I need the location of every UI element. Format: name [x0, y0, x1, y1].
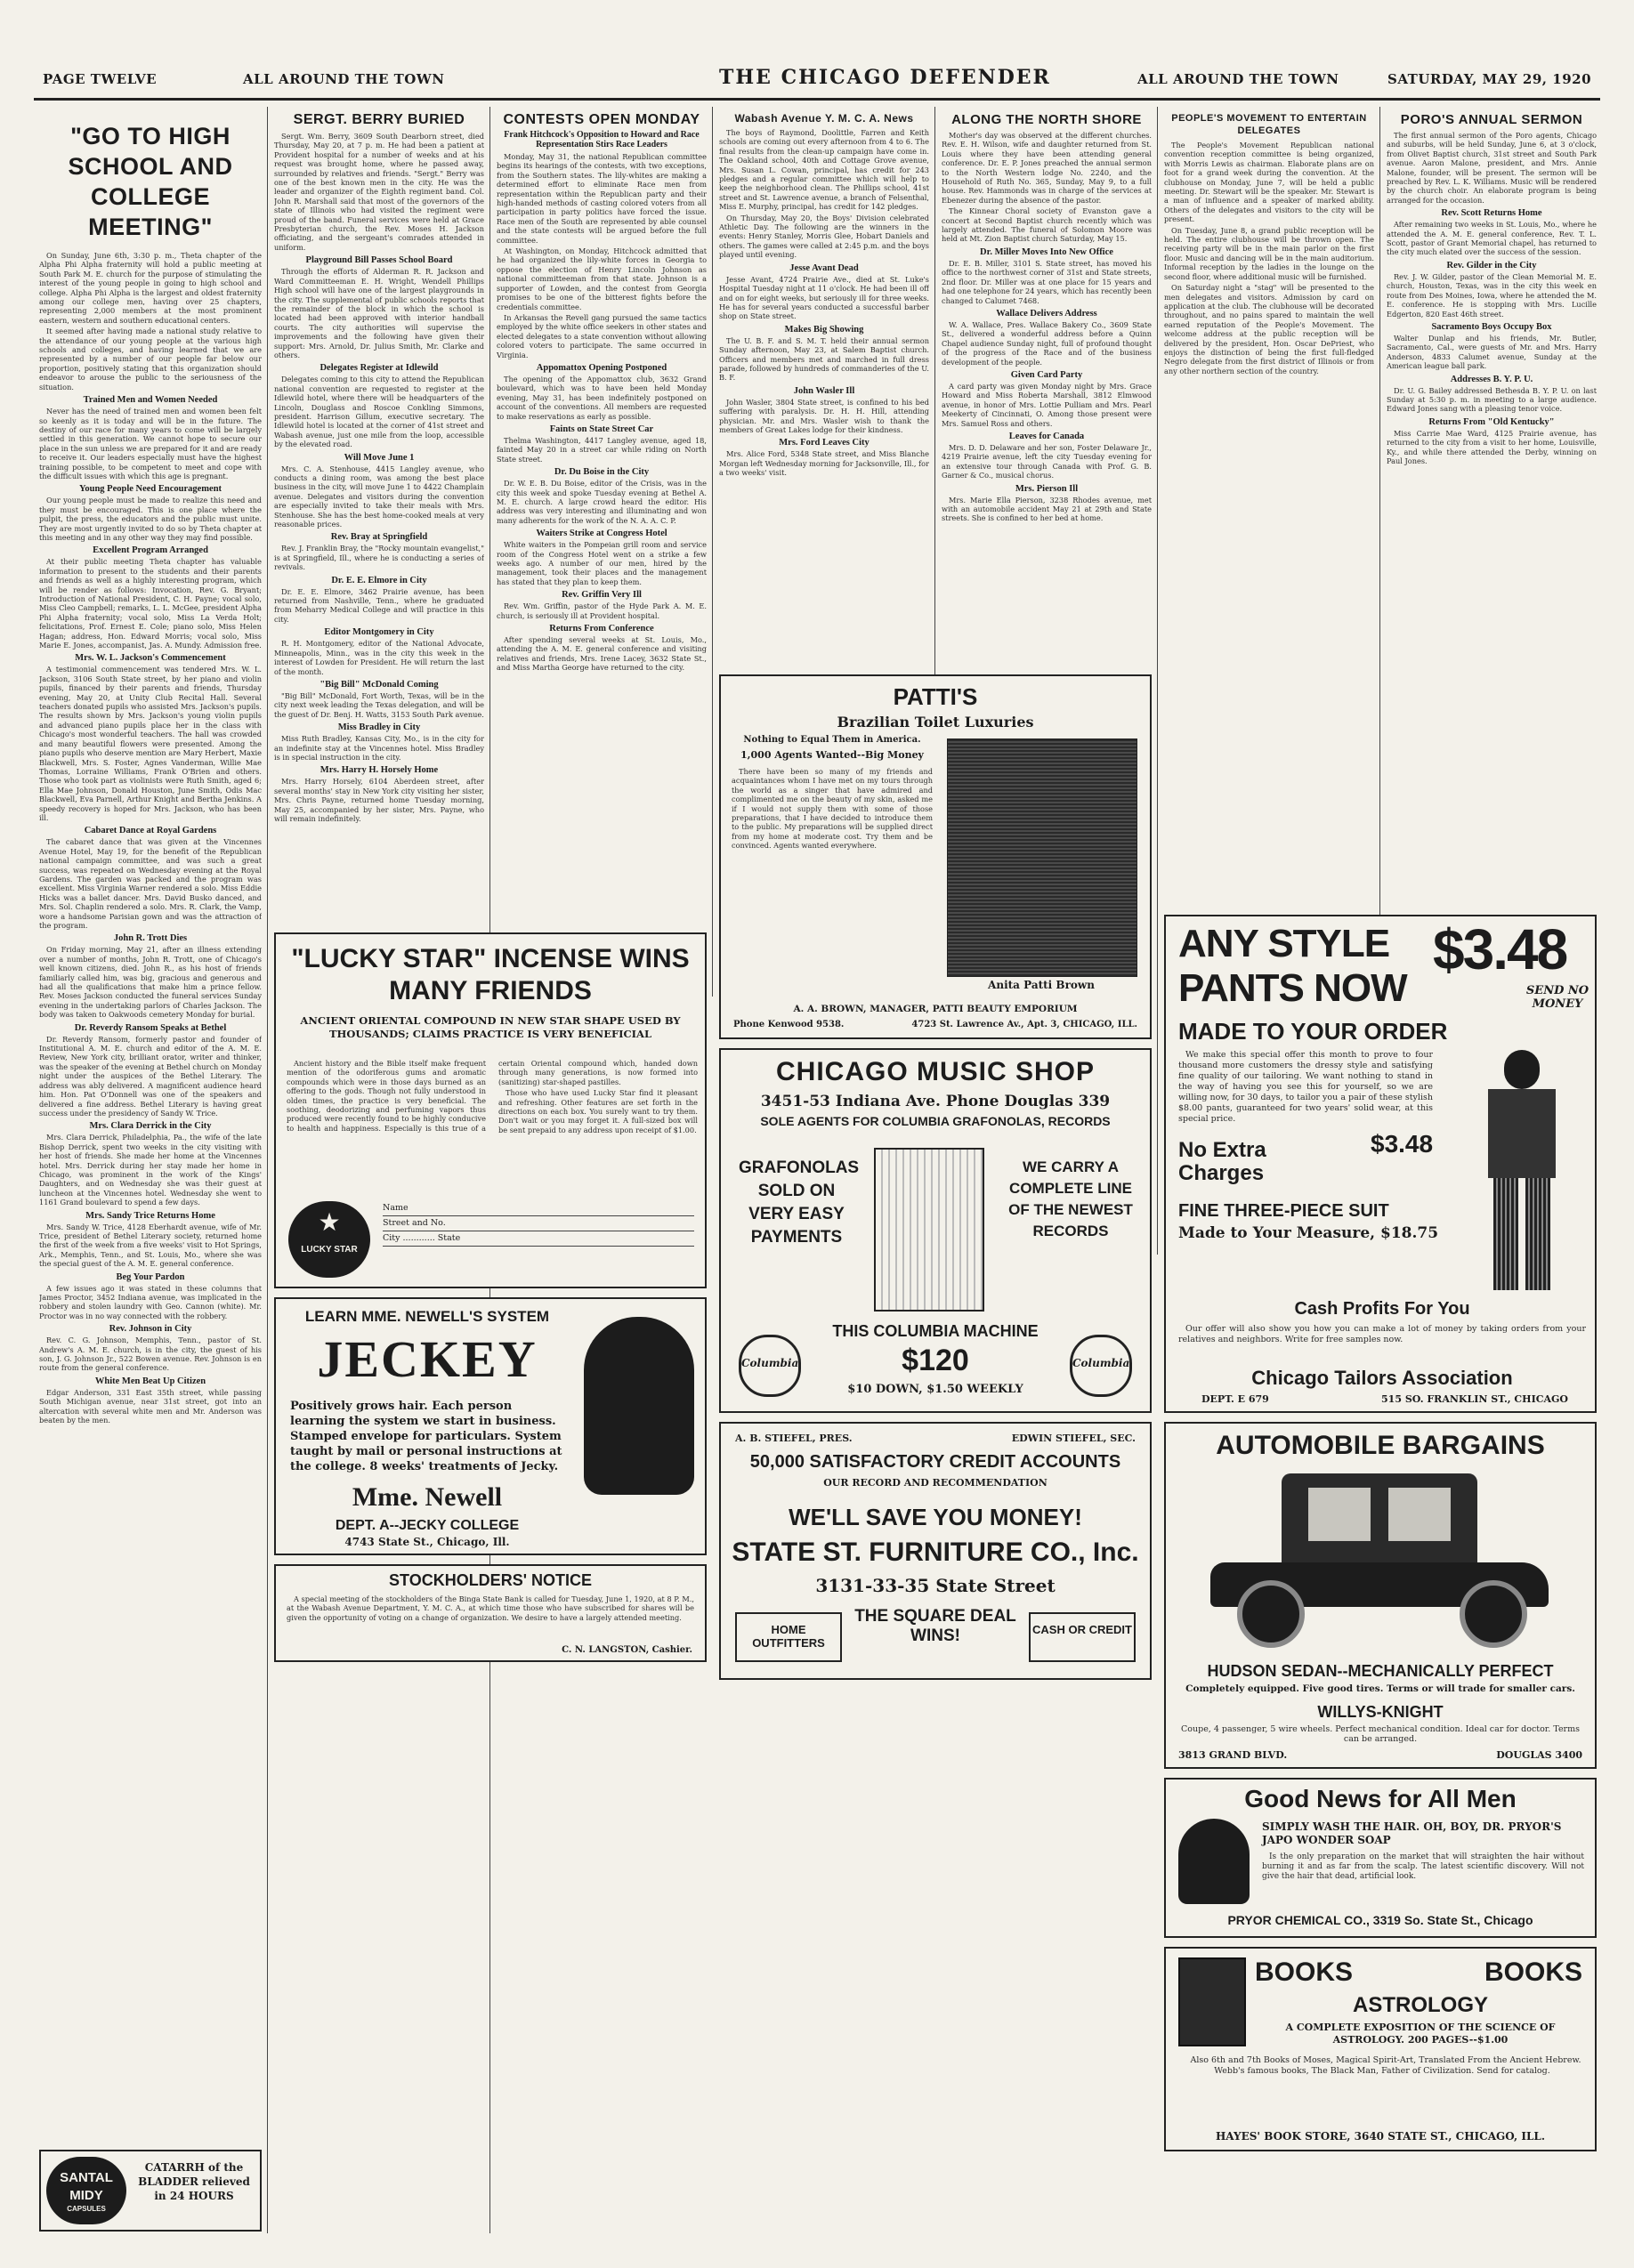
- books-ad: [1164, 1947, 1597, 2151]
- any-style: ANY STYLE: [1178, 922, 1390, 965]
- ad-title: AUTOMOBILE BARGAINS: [1216, 1431, 1545, 1460]
- subhead: Mrs. Clara Derrick in the City: [89, 1121, 212, 1132]
- article-body: W. A. Wallace, Pres. Wallace Bakery Co., 3609 State St., delivered a wonderful address before a Quinn Chapel audience Sunday night, full of profound thought of the progress of the Race and of the business development of the people.: [942, 319, 1152, 367]
- ad-title: PATTI'S: [893, 683, 978, 710]
- subhead: Addresses B. Y. P. U.: [1450, 374, 1533, 384]
- lucky-star-seal: [288, 1201, 370, 1278]
- secretary-name: EDWIN STIEFEL, SEC.: [1011, 1433, 1136, 1444]
- subhead: Rev. Scott Returns Home: [1441, 208, 1542, 219]
- masthead: [34, 25, 1600, 89]
- subhead: Dr. E. E. Elmore in City: [331, 575, 427, 585]
- article-headline: ALONG THE NORTH SHORE: [951, 112, 1142, 127]
- patti-phone: Phone Kenwood 9538.: [733, 1020, 845, 1029]
- article-body: Through the efforts of Alderman R. R. Jackson and Ward Committeeman E. H. Wright, Wendell Phillips High school will have one of the largest playgrounds in the city. The supplemental of public schools reports that the remainder of the block in which the school is located had been approved with interior handball courts. The city authorities will supervise the improvements and the following have given their support: Mrs. Arnold, Dr. Julius Smith, Mr. Clarke and others.: [274, 267, 484, 359]
- column-1: [39, 107, 262, 2233]
- book-subtitle: A COMPLETE EXPOSITION OF THE SCIENCE OF ASTROLOGY. 200 PAGES--$1.00: [1285, 2022, 1556, 2046]
- pants-ad: [1164, 915, 1597, 1413]
- subhead: Cabaret Dance at Royal Gardens: [84, 826, 217, 836]
- subhead: Appomattox Opening Postponed: [536, 362, 667, 373]
- santal-brand: SANTAL MIDY: [60, 2170, 113, 2203]
- subhead: Rev. Johnson in City: [109, 1324, 192, 1335]
- books-right: BOOKS: [1484, 1957, 1582, 1987]
- article-body: After remaining two weeks in St. Louis, Mo., where he attended the A. M. E. general conference, Rev. T. L. Scott, pastor of Grant Memorial chapel, has returned to the city much elated over the success of the session.: [1387, 220, 1597, 257]
- article-body: Mrs. Harry Horsely, 6104 Aberdeen street, after several months' stay in New York city visiting her sister, Mrs. Chris Payne, returned home Tuesday morning, May 25, accompanied by her sister, Mrs. Payne, who will remain indefinitely.: [274, 777, 484, 823]
- portrait-image: [947, 739, 1137, 977]
- sedan-image: [1201, 1473, 1557, 1651]
- pants-now: PANTS NOW: [1178, 966, 1407, 1010]
- santal-copy: CATARRH of the BLADDER relieved in 24 HOURS: [138, 2161, 250, 2202]
- company-address: 515 SO. FRANKLIN ST., CHICAGO: [1381, 1393, 1568, 1405]
- subhead: Dr. Reverdy Ransom Speaks at Bethel: [74, 1022, 227, 1033]
- subhead: Dr. Du Boise in the City: [554, 467, 650, 478]
- subhead: Jesse Avant Dead: [789, 262, 859, 273]
- columbia-logo-text: Columbia: [741, 1357, 799, 1369]
- article-headline: PORO'S ANNUAL SERMON: [1400, 112, 1583, 127]
- no-extra-charges: No Extra Charges: [1178, 1138, 1266, 1185]
- subhead: Rev. Gilder in the City: [1446, 260, 1537, 270]
- article-body: Dr. U. G. Bailey addressed Bethesda B. Y. P. U. on last Sunday at 5:30 p. m. in meeting to a large audience. Edward Jones sang with a pleasing tenor voice.: [1387, 385, 1597, 414]
- article-body: Our young people must be made to realize this need and they must be encouraged. This is one place where the pulpit, the press, the educators and the public must unite. They are most urgently invited to do so by Theta chapter at this meeting and in any other way they may find possible.: [39, 496, 262, 542]
- patti-ad: [719, 674, 1152, 1039]
- article-body: Mother's day was observed at the different churches. Rev. E. H. Wilson, wife and daughter returned from St. Louis where they have been attending general conference. Dr. E. P. Jones preached the annual sermon to the North Western lodge No. 2240, and the Household of Ruth No. 365, Sunday, May 9, to a full house. Rev. Hammonds was in charge of the services at Ebenezer during the absence of the pastor. The Kinnear Choral society of Evanston gave a concert at Second Baptist church recently which was largely attended. The funeral of Solomon Moore was held at Mt. Zion Baptist church Saturday, May 15.: [942, 131, 1152, 244]
- columbia-logo-text: Columbia: [1072, 1357, 1130, 1369]
- hudson-sedan: HUDSON SEDAN--MECHANICALLY PERFECT: [1207, 1662, 1554, 1680]
- ad-tagline: Nothing to Equal Them in America.: [743, 735, 921, 745]
- article-body: The opening of the Appomattox club, 3632 Grand boulevard, which was to have been held Monday evening, May 31, has been indefinitely postponed on account of the conventions. All members are requested to make reservations as early as possible.: [497, 374, 707, 421]
- pryor-ad: [1164, 1778, 1597, 1938]
- book-title: ASTROLOGY: [1352, 1993, 1488, 2017]
- article-body: Mrs. C. A. Stenhouse, 4415 Langley avenue, who conducts a dining room, was among the best place business in the city, will move June 1 to 4422 Champlain avenue. Delegates and visitors during the convention are especially invited to take their meals with Mrs. Stenhouse. She has the best home-cooked meals at very reasonable prices.: [274, 464, 484, 529]
- article-headline: PEOPLE'S MOVEMENT TO ENTERTAIN DELEGATES: [1171, 113, 1367, 136]
- ad-title: "LUCKY STAR" INCENSE WINS MANY FRIENDS: [291, 944, 690, 1005]
- article-body: At their public meeting Theta chapter has valuable information to present to the students and their parents and friends as well as a highly interesting program, which will be render as follows: Invocation, Rev. G. Bryant; Introduction of National President, C. H. Payne; vocal solo, Miss Cleo Campbell; remarks, L. L. McGee, president Alpha Phi Alpha fraternity; vocal solo, Miss La Verda Holt; felicitations, Prof. Ernest E. Cole; piano solo, Miss Helen Hagan; address, Hon. Edward Morris; vocal solo, Miss Marie E. Jones, accompanist, Jas. A. Mundy. Admission free.: [39, 557, 262, 650]
- subhead: Will Move June 1: [344, 452, 415, 463]
- santal-caps: CAPSULES: [67, 2205, 106, 2213]
- article-body: Delegates coming to this city to attend the Republican national convention are requested to register at the Idlewild hotel, where there will be headquarters of the Lincoln, Douglass and Roscoe Conkling Simmons, president. Harrison Gillum, executive secretary. The Idlewild hotel is located at the corner of 41st street and Wabash avenue, just one mile from the loop, accessible by the elevated road.: [274, 375, 484, 449]
- article-body: The first annual sermon of the Poro agents, Chicago and suburbs, will be held Sunday, June 6, at 3 o'clock, from Olivet Baptist church, 31st street and South Park avenue. Aaron Malone, president, and Mrs. Annie Malone, founder, will be present. The sermon will be preached by Rev. L. K. Williams. Music will be rendered by the church choir. An elaborate program is being arranged for the occasion.: [1387, 131, 1597, 205]
- article-body: Dr. Reverdy Ransom, formerly pastor and founder of Institutional A. M. E. church and editor of the A. M. E. Review, New York city, brilliant orator, writer and thinker, was the speaker of the evening at Bethel church on Monday night under the auspices of the Bethel Literary. The address was ably delivered. A magnificent audience heard him. Hon. Pat O'Donnell was one of the speakers and delivered a fine address. Bethel Literary is having great success under the presidency of Sandy W. Trice.: [39, 1034, 262, 1118]
- article-body: The boys of Raymond, Doolittle, Farren and Keith schools are coming out every afternoon from 4 to 6. The final results from the clean-up campaign have come in. The Oakland school, 40th and Cottage Grove avenue, Mrs. Susan L. Cowan, principal, has credit for 243 pledges and a regular committee which will help to keep the neighborhood clean. The Phillips school, 41st street and St. Lawrence avenue, a branch of Felsenthal, Miss E. Murphy, principal, has credit for 142 pledges. On Thursday, May 20, the Boys' Division celebrated Athletic Day. The following are the winners in the events: Henry Stanley, Morris Glee, Hobart Daniels and others. The games were called at 2:45 p.m. and the boys played until evening.: [719, 128, 929, 260]
- article-body: Edgar Anderson, 331 East 35th street, while passing South Michigan avenue, near 31st street, got into an altercation with several white men and Mr. Anderson was beaten by the men.: [39, 1387, 262, 1425]
- subhead: Miss Bradley in City: [337, 722, 421, 733]
- book-image: [1178, 1957, 1246, 2046]
- article-body: R. H. Montgomery, editor of the National Advocate, Minneapolis, Minn., was in the city this week in the interest of Lowden for President. He will return the last of the month.: [274, 639, 484, 676]
- article-body: Mrs. Alice Ford, 5348 State street, and Miss Blanche Morgan left Wednesday morning for Jacksonville, Ill., for a two weeks' visit.: [719, 449, 929, 478]
- article-body: Miss Ruth Bradley, Kansas City, Mo., is in the city for an indefinite stay at the Vincennes hotel. Miss Bradley is in special instruction in the city.: [274, 734, 484, 762]
- subhead: Beg Your Pardon: [116, 1271, 185, 1282]
- article-body: On Friday morning, May 21, after an illness extending over a number of months, John R. Trott, one of Chicago's well known citizens, died. John R., as his host of friends familiarly called him, was big, gracious and generous and had all the qualifications that make him a prince fellow. Rev. Moses Jackson conducted the funeral services Sunday evening in the undertaking parlors of Charles Jackson. The body was taken to Oakwoods cemetery Monday for burial.: [39, 945, 262, 1020]
- save-line: WE'LL SAVE YOU MONEY!: [789, 1504, 1082, 1530]
- column-3: [497, 107, 707, 997]
- company-dept: DEPT. E 679: [1201, 1393, 1269, 1405]
- ad-copy: Ancient history and the Bible itself make frequent mention of the odoriferous gums and aromatic compounds which were in those days burned as an offering to the gods. Though not fully understood in olden times, the practice is very beneficial. The soothing, deodorizing and perfuming vapors thus produced were recently found to be highly conducive to health and happiness. Especially is this true of a certain Oriental compound which, handed down through many generations, is now formed into (sanitizing) star-shaped pastilles. Those who have used Lucky Star find it pleasant and refreshing. Other features are set forth in the directions on each box. You surely want to try them. Don't wait or you may forget it. A full-sized box will be sent prepaid to any address upon receipt of $1.00.: [287, 1059, 698, 1134]
- patti-address: 4723 St. Lawrence Av., Apt. 3, CHICAGO, ILL.: [911, 1020, 1137, 1029]
- article-body: Sergt. Wm. Berry, 3609 South Dearborn street, died Thursday, May 20, at 7 p. m. He had been a patient at Provident hospital for a number of weeks and at his request was brought home, where he passed away, surrounded by relatives and friends. "Sergt." Berry was one of the best known men in the city. He was the leader and organizer of the Eighth regiment band. Col. John R. Marshall said that most of the governors of the state of Illinois who had visited the regiment were proud of the band. Funeral services were held at Grace Presbyterian church, the Rev. Moses H. Jackson officiating, and the sergeant's comrades attended in uniform.: [274, 132, 484, 252]
- college-address: 4743 State St., Chicago, Ill.: [344, 1536, 510, 1548]
- article-body: The People's Movement Republican national convention reception committee is being organized, with Morris Lewis as chairman. Elaborate plans are on foot for a grand week during the convention. At the clubhouse on Monday, June 7, will be held a public meeting. Dr. Stewart will be the speaker. Mr. Stewart is a man of influence and a speaker of marked ability. Others of the delegates and visitors to the city will be present. On Tuesday, June 8, a grand public reception will be held. The entire clubhouse will be thrown open. The receiving party will be in the main parlor on the first floor. Music and dancing will be in the main auditorium. Informal reception by the ladies in the lounge on the second floor, where additional music will be furnished. On Saturday night a "stag" will be presented to the men delegates and visitors. Admission by card on application at the club. The clubhouse will be decorated throughout, and no pains spared to maintain the well earned reputation of the People's Movement. The welcome address at the public reception will be delivered by the president, Hon. Oscar DePriest, who enjoys the distinction of being the first full-fledged Negro delegate from the first district of Illinois or from any other northern section of the country.: [1164, 141, 1374, 375]
- subhead: Makes Big Showing: [784, 324, 864, 335]
- subhead: Dr. Miller Moves Into New Office: [980, 246, 1113, 257]
- article-body: The cabaret dance that was given at the Vincennes Avenue Hotel, May 19, for the benefit of the Republican national campaign committee, and was such a great success, was repeated on Wednesday evening at the Royal Gardens. The garden was packed and the program was excellent. Miss Virginia Warner rendered a solo. Miss Eddie Hicks was a ballet dancer. Mrs. David Busko danced, and Mrs. Sol. Chaplin rendered a solo. Mrs. R. Clark, the Vamp, wore a handsome Parisian gown and was the attraction of the program.: [39, 837, 262, 930]
- left-panel: GRAFONOLAS SOLD ON VERY EASY PAYMENTS: [739, 1158, 860, 1247]
- dealer-address: 3813 GRAND BLVD.: [1178, 1749, 1288, 1761]
- subhead: White Men Beat Up Citizen: [94, 1376, 206, 1386]
- subhead: Playground Bill Passes School Board: [305, 255, 453, 266]
- subhead: Returns From Conference: [549, 624, 654, 634]
- notice-body: A special meeting of the stockholders of the Binga State Bank is called for Tuesday, June 1, 1920, at 8 P. M., at the Wabash Avenue Department, Y. M. C. A., at which time those who have subscribed for shares will be given the opportunity of voting on a change of organization. We desire to have a largely attended meeting.: [287, 1594, 694, 1622]
- portrait-image: [584, 1317, 694, 1495]
- made-to-order: MADE TO YOUR ORDER: [1178, 1018, 1448, 1045]
- dealer-phone: DOUGLAS 3400: [1496, 1749, 1582, 1761]
- small-price: $3.48: [1371, 1130, 1434, 1158]
- article-body: Mrs. Marie Ella Pierson, 3238 Rhodes avenue, met with an automobile accident May 21 at 29th and State streets. She is confined to her bed at home.: [942, 495, 1152, 523]
- article-body: The U. B. F. and S. M. T. held their annual sermon Sunday afternoon, May 23, at Salem Baptist church. Officers and members met and marched in full dress parade, followed by hundreds of commanderies of the U. B. F.: [719, 335, 929, 383]
- subhead: Mrs. Harry H. Horsely Home: [320, 765, 439, 776]
- notice-signature: C. N. LANGSTON, Cashier.: [562, 1645, 692, 1655]
- article-body: Rev. J. Franklin Bray, the "Rocky mountain evangelist," is at Springfield, Ill., where he is conducting a series of revivals.: [274, 544, 484, 572]
- subhead: Editor Montgomery in City: [324, 627, 434, 638]
- article-body: White waiters in the Pompeian grill room and service room of the Congress Hotel went on a strike a few weeks ago. A number of our men, hired by the management, took their places and the management has stated that they plan to keep them.: [497, 540, 707, 586]
- brand-name: JECKEY: [317, 1330, 538, 1388]
- college-dept: DEPT. A--JECKY COLLEGE: [335, 1518, 520, 1533]
- automobile-ad: [1164, 1422, 1597, 1769]
- article-body: John Wasler, 3804 State street, is confined to his bed suffering with paralysis. Dr. H. H. Hill, attending physician. Mr. and Mrs. Wasler wish to thank the members of Great Lakes lodge for their kindness.: [719, 397, 929, 434]
- article-headline: Wabash Avenue Y. M. C. A. News: [734, 112, 914, 125]
- company-line: PRYOR CHEMICAL CO., 3319 So. State St., Chicago: [1227, 1913, 1533, 1927]
- subhead: Mrs. Ford Leaves City: [779, 438, 870, 448]
- subhead: Trained Men and Women Needed: [83, 395, 218, 406]
- coupon-street: Street and No.: [383, 1218, 446, 1228]
- article-body: "Big Bill" McDonald, Fort Worth, Texas, will be in the city next week leading the Texas delegation, and will be the guest of Dr. Benj. H. Watts, 3153 South Park avenue.: [274, 690, 484, 719]
- article-body: On Sunday, June 6th, 3:30 p. m., Theta chapter of the Alpha Phi Alpha fraternity will hold a public meeting at South Park M. E. church for the purpose of stimulating the interest of the young people in going to high school and college. Alpha Phi Alpha is the largest and oldest fraternity among our college men, having over 25 chapters, representing 2,000 members at the most prominent eastern, western and southern educational centers. It seemed after having made a national study relative to the attendance of our young people at the various high schools and colleges, and having learned that we are represented by a number of our people far below our proportion, positively stating that this organization should endeavor to arouse the public to the seriousness of the situation.: [39, 251, 262, 391]
- column-rule: [712, 107, 713, 997]
- president-name: A. B. STIEFEL, PRES.: [735, 1433, 853, 1444]
- ad-copy: There have been so many of my friends and acquaintances whom I have met on my tours through the world as a singer that have admired and complimented me on the beauty of my skin, asked me if I would not supply them with some of those preparations, that I have decided to introduce them to the public. My preparations will be supplied direct from my home at moderate cost. Try them and be convinced. Agents wanted everywhere.: [732, 767, 933, 851]
- top-rule: [34, 98, 1600, 101]
- article-body: After spending several weeks at St. Louis, Mo., attending the A. M. E. general conference and visiting relatives and friends, Mrs. Irene Lacey, 3632 State St., and Miss Martha George have returned to the city.: [497, 635, 707, 673]
- article-body: Miss Carrie Mae Ward, 4125 Prairie avenue, has returned to the city from a visit to her home, Louisville, Ky., and while there attended the Derby, winning on Paul Jones.: [1387, 428, 1597, 465]
- music-shop-ad: [719, 1048, 1152, 1413]
- subhead: Excellent Program Arranged: [93, 545, 208, 556]
- column-6: [1164, 107, 1374, 997]
- willys-details: Coupe, 4 passenger, 5 wire wheels. Perfect mechanical condition. Ideal car for doctor. Terms can be arranged.: [1181, 1724, 1580, 1744]
- books-left: BOOKS: [1255, 1957, 1354, 1987]
- ad-top: LEARN MME. NEWELL'S SYSTEM: [304, 1308, 550, 1325]
- columbia-logo-left: [739, 1335, 801, 1397]
- sole-agents: SOLE AGENTS FOR COLUMBIA GRAFONOLAS, RECORDS: [760, 1114, 1111, 1128]
- article-body: Never has the need of trained men and women been felt so keenly as it is today and will be in the future. The destiny of our race for many years to come will be largely settled in this generation. We cannot hope to secure our place in the sun unless we are prepared for it and are ready to receive it. Our leaders especially must have the highest training possible, to be competent to meet and cope with the difficult issues with which this age is pregnant.: [39, 407, 262, 480]
- article-body: Mrs. Sandy W. Trice, 4128 Eberhardt avenue, wife of Mr. Trice, president of Bethel Literary society, returned home the first of the week from a five weeks' visit to Hot Springs, Ark., Memphis, Tenn., and St. Louis, Mo., where she was the special guest of the A. M. E. general conference.: [39, 1222, 262, 1269]
- coupon-state: State: [437, 1233, 461, 1243]
- big-price: $3.48: [1433, 917, 1567, 981]
- article-body: Dr. E. B. Miller, 3101 S. State street, has moved his office to the northwest corner of 31st and State streets, 2nd floor. Dr. Miller was at one place for 15 years and had one telephone for 24 years, which has recently been changed to Calumet 7468.: [942, 258, 1152, 305]
- furniture-ad: [719, 1422, 1152, 1680]
- grafonola-image: [874, 1148, 984, 1312]
- newspaper-page: [34, 25, 1600, 2240]
- star-icon: ★: [318, 1207, 341, 1237]
- ad-tagline-2: 1,000 Agents Wanted--Big Money: [740, 749, 924, 761]
- article-headline: "GO TO HIGH SCHOOL AND COLLEGE MEETING": [68, 123, 233, 240]
- ad-subtitle: Brazilian Toilet Luxuries: [837, 714, 1034, 730]
- article-headline: SERGT. BERRY BURIED: [293, 112, 465, 127]
- subhead: Rev. Griffin Very Ill: [562, 590, 642, 601]
- article-body: Jesse Avant, 4724 Prairie Ave., died at St. Luke's Hospital Tuesday night at 11 o'clock. He had been ill off and on for eight weeks, but seriously ill for three weeks. He has for several years conducted a successful barber shop on State street.: [719, 274, 929, 321]
- subhead: Mrs. W. L. Jackson's Commencement: [75, 653, 226, 664]
- article-body: Rev. C. G. Johnson, Memphis, Tenn., pastor of St. Andrew's A. M. E. church, is in the city, the guest of his son, J. G. Johnson Jr., 522 Bowen avenue. Rev. Johnson is en route from the general conference.: [39, 1336, 262, 1373]
- subhead: Given Card Party: [1010, 369, 1083, 380]
- ad-copy: Our offer will also show you how you can make a lot of money by taking orders from your relatives and neighbors. Write for free samples now.: [1178, 1324, 1586, 1344]
- subhead: Young People Need Encouragement: [78, 484, 222, 495]
- ad-copy: Positively grows hair. Each person learning the system we start in business. Stamped envelope for particulars. System taught by mail or personal instructions at the college. 8 weeks' treatments of Jecky.: [290, 1400, 562, 1473]
- article-body: Rev. Wm. Griffin, pastor of the Hyde Park A. M. E. church, is seriously ill at Provident hospital.: [497, 601, 707, 620]
- subhead: Wallace Delivers Address: [996, 308, 1097, 319]
- suit-price: Made to Your Measure, $18.75: [1178, 1224, 1439, 1242]
- right-panel: WE CARRY A COMPLETE LINE OF THE NEWEST RECORDS: [1008, 1158, 1133, 1239]
- article-body: Walter Dunlap and his friends, Mr. Butler, Sacramento, Cal., were guests of Mr. and Mrs. Harry Anderson, 4833 Calumet avenue, Sunday at the American league ball park.: [1387, 333, 1597, 371]
- subhead: Mrs. Pierson Ill: [1015, 483, 1079, 494]
- ad-subtitle: SIMPLY WASH THE HAIR. OH, BOY, DR. PRYOR'S JAPO WONDER SOAP: [1262, 1820, 1562, 1846]
- article-body: Rev. J. W. Gilder, pastor of the Clean Memorial M. E. church, Houston, Texas, was in the city this week en route from Des Moines, Iowa, where he attended the M. E. conference. He is stopping with Mrs. Lucille Edgerton, 820 East 46th street.: [1387, 271, 1597, 319]
- article-body: Dr. E. E. Elmore, 3462 Prairie avenue, has been returned from Nashville, Tenn., where he graduated from Meharry Medical College and will practice in this city.: [274, 586, 484, 624]
- column-rule: [1157, 107, 1158, 1255]
- record-line: OUR RECORD AND RECOMMENDATION: [823, 1477, 1048, 1489]
- column-rule: [267, 107, 268, 2233]
- cash-profits: Cash Profits For You: [1294, 1299, 1470, 1319]
- columbia-logo-right: [1070, 1335, 1132, 1397]
- coupon-name: Name: [383, 1203, 408, 1213]
- ad-copy: We make this special offer this month to prove to four thousand more customers the dressy style and satisfying fine quality of our tailoring. We want nothing to stand in the way of having you see this for yourself, so we are willing now, for 30 days, to tailor you a pair of these stylish $8.00 pants, guaranteed for two years' solid wear, at this special price.: [1178, 1050, 1433, 1124]
- subhead: Sacramento Boys Occupy Box: [1431, 321, 1552, 332]
- subhead: Waiters Strike at Congress Hotel: [536, 529, 667, 539]
- jeckey-ad: [274, 1297, 707, 1555]
- company-name: STATE ST. FURNITURE CO., Inc.: [732, 1538, 1139, 1567]
- subhead: Delegates Register at Idlewild: [320, 363, 439, 374]
- section-left: ALL AROUND THE TOWN: [243, 71, 445, 87]
- subhead: Faints on State Street Car: [549, 424, 654, 434]
- article-body: Mrs. D. D. Delaware and her son, Foster Delaware Jr., 4219 Prairie avenue, left the city Tuesday evening for an extensive tour through Canada with Prof. G. B. Garner & Co., musical chorus.: [942, 442, 1152, 480]
- article-body: Monday, May 31, the national Republican committee begins its hearings of the contests, with two exceptions, from the Southern states. The lily-whites are making a determined effort to eliminate Race men from representation within the Republican party and their high-handed methods of casting colored voters from all participation in party politics have forced the issue. Race men of the South are represented by able counsel and the state contests will be argued before the full committee. At Washington, on Monday, Hitchcock admitted that he had organized the lily-white forces in Georgia to oppose the election of Henry Lincoln Johnson as national committeeman from that state. Johnson is a supporter of Lowden, and the contest from Georgia promises to be one of the bitterest fights before the credentials committee. In Arkansas the Revell gang pursued the same tactics employed by the white office seekers in other states and elected delegates to a state convention without allowing colored voters to participate. The same occurred in Virginia.: [497, 152, 707, 359]
- subhead: Leaves for Canada: [1008, 431, 1085, 441]
- ad-title: CHICAGO MUSIC SHOP: [775, 1057, 1096, 1086]
- santal-midy-ad: [39, 2150, 262, 2232]
- article-body: A testimonial commencement was tendered Mrs. W. L. Jackson, 3106 South State street, by her piano and violin pupils, financed by their parents and friends, Thursday evening, May 20, at Unity Club Recital Hall. Several teachers donated pupils who assisted Mrs. Jackson's pupils. The results shown by Mrs. Jackson's young violin pupils and advanced piano pupils place her in the class with Chicago's most wonderful teachers. The hall was crowded and many beautiful flowers were presented. Among the piano pupils who deserve mention are Mary Herbert, Maxie Blackwell, Mrs. S. Foster, Agnes Vanderman, Willie Mae Thomas, Lorraine Williams, Frank O'Brien and others. Those who took part as violinists were Ruth Smith, aged 6; Ella Mae Johnson, Donald Houston, June Smith, Odis Mac Blackwell, Eva Parnell, Arthur Knight and Bertha Jenkins. A speedy recovery is hoped for Mrs. Jackson, who has been ill.: [39, 665, 262, 822]
- subhead: "Big Bill" McDonald Coming: [320, 679, 439, 690]
- article-body: A few issues ago it was stated in these columns that James Proctor, 3452 Indiana avenue, was implicated in the robbery and stolen laundry with Geo. Cannon (white). Mr. Proctor was in no way connected with the robbery.: [39, 1283, 262, 1320]
- column-2: [274, 107, 484, 997]
- subhead: Mrs. Sandy Trice Returns Home: [85, 1210, 215, 1221]
- coupon: Name Street and No. City ............ State: [383, 1201, 694, 1281]
- man-portrait: [1178, 1819, 1250, 1904]
- shop-address: 3451-53 Indiana Ave. Phone Douglas 339: [760, 1093, 1111, 1110]
- company-name: Chicago Tailors Association: [1251, 1367, 1513, 1389]
- subhead: John Wasler Ill: [793, 385, 855, 396]
- article-body: Thelma Washington, 4417 Langley avenue, aged 18, fainted May 20 in a street car while riding on North State street.: [497, 435, 707, 464]
- home-outfitters: HOME OUTFITTERS: [735, 1612, 842, 1662]
- suit-offer: FINE THREE-PIECE SUIT: [1178, 1201, 1389, 1221]
- proprietor-name: Mme. Newell: [352, 1482, 503, 1512]
- books-footer: HAYES' BOOK STORE, 3640 STATE ST., CHICAGO, ILL.: [1215, 2130, 1546, 2143]
- credit-accounts: 50,000 SATISFACTORY CREDIT ACCOUNTS: [749, 1452, 1121, 1472]
- article-body: Dr. W. E. B. Du Boise, editor of the Crisis, was in the city this week and spoke Tuesday evening at Bethel A. M. E. church. A large crowd heard the editor. His address was very interesting and illuminating and won many adherents for the work of the N. A. A. C. P.: [497, 479, 707, 525]
- machine-price: $120: [902, 1344, 969, 1377]
- seal-text: LUCKY STAR: [301, 1245, 358, 1255]
- machine-terms: $10 DOWN, $1.50 WEEKLY: [847, 1383, 1023, 1396]
- square-deal: THE SQUARE DEAL WINS!: [854, 1607, 1016, 1645]
- coupon-city: City: [383, 1233, 400, 1243]
- company-address: 3131-33-35 State Street: [815, 1575, 1056, 1596]
- issue-date: SATURDAY, MAY 29, 1920: [1387, 71, 1591, 87]
- column-4: [719, 107, 929, 747]
- subhead: Rev. Bray at Springfield: [330, 532, 428, 543]
- article-headline: CONTESTS OPEN MONDAY: [503, 112, 700, 127]
- ad-subtitle: ANCIENT ORIENTAL COMPOUND IN NEW STAR SHAPE USED BY THOUSANDS; CLAIMS PRACTICE IS VERY BENEFICIAL: [300, 1014, 681, 1040]
- ad-title: Good News for All Men: [1244, 1785, 1517, 1812]
- hudson-details: Completely equipped. Five good tires. Terms or will trade for smaller cars.: [1185, 1683, 1575, 1694]
- subhead: John R. Trott Dies: [113, 933, 188, 944]
- article-body: Mrs. Clara Derrick, Philadelphia, Pa., the wife of the late Bishop Derrick, spent two weeks in the city visiting with her host of friends. She made her home at the Vincennes hotel. Mrs. Derrick during her stay made her home in Chicago, was prominent in the work of the Kings' Daughters, and on Wednesday she was their guest at luncheon at the Vincennes hotel. Wednesday she went to 1161 Grand boulevard to spend a few days.: [39, 1133, 262, 1207]
- subhead: Returns From "Old Kentucky": [1428, 416, 1555, 427]
- portrait-caption: Anita Patti Brown: [988, 979, 1095, 991]
- paper-title: THE CHICAGO DEFENDER: [719, 66, 1051, 89]
- page-number: PAGE TWELVE: [43, 71, 158, 87]
- machine-label: THIS COLUMBIA MACHINE: [832, 1322, 1039, 1340]
- willys-knight: WILLYS-KNIGHT: [1317, 1703, 1444, 1721]
- section-right: ALL AROUND THE TOWN: [1137, 71, 1339, 87]
- lucky-star-ad: [274, 932, 707, 1288]
- tailor-figure: [1468, 1050, 1575, 1290]
- ad-copy: Also 6th and 7th Books of Moses, Magical Spirit-Art, Translated From the Ancient Hebrew. Webb's famous books, The Black Man, Father of Civilization. Send for catalog.: [1190, 2055, 1581, 2076]
- notice-title: STOCKHOLDERS' NOTICE: [389, 1571, 592, 1589]
- ad-copy: Is the only preparation on the market that will straighten the hair without burning it and as far from the scalp. The latest scientific discovery. Will not give the hair that dead, artificial look.: [1262, 1852, 1584, 1881]
- stockholders-notice: [274, 1564, 707, 1662]
- article-body: A card party was given Monday night by Mrs. Grace Howard and Miss Roberta Marshall, 3812 Elmwood avenue, in honor of Mrs. Lottie Pulliam and Mrs. Pearl Meekerty of Cincinnati, O. Among those present were Mrs. Samuel Ross and others.: [942, 381, 1152, 428]
- patti-footer: A. A. BROWN, MANAGER, PATTI BEAUTY EMPORIUM: [793, 1004, 1078, 1014]
- cash-or-credit: CASH OR CREDIT: [1029, 1612, 1136, 1662]
- send-no-money: SEND NO MONEY: [1525, 984, 1590, 1011]
- article-deck: Frank Hitchcock's Opposition to Howard and Race Representation Stirs Race Leaders: [504, 130, 700, 149]
